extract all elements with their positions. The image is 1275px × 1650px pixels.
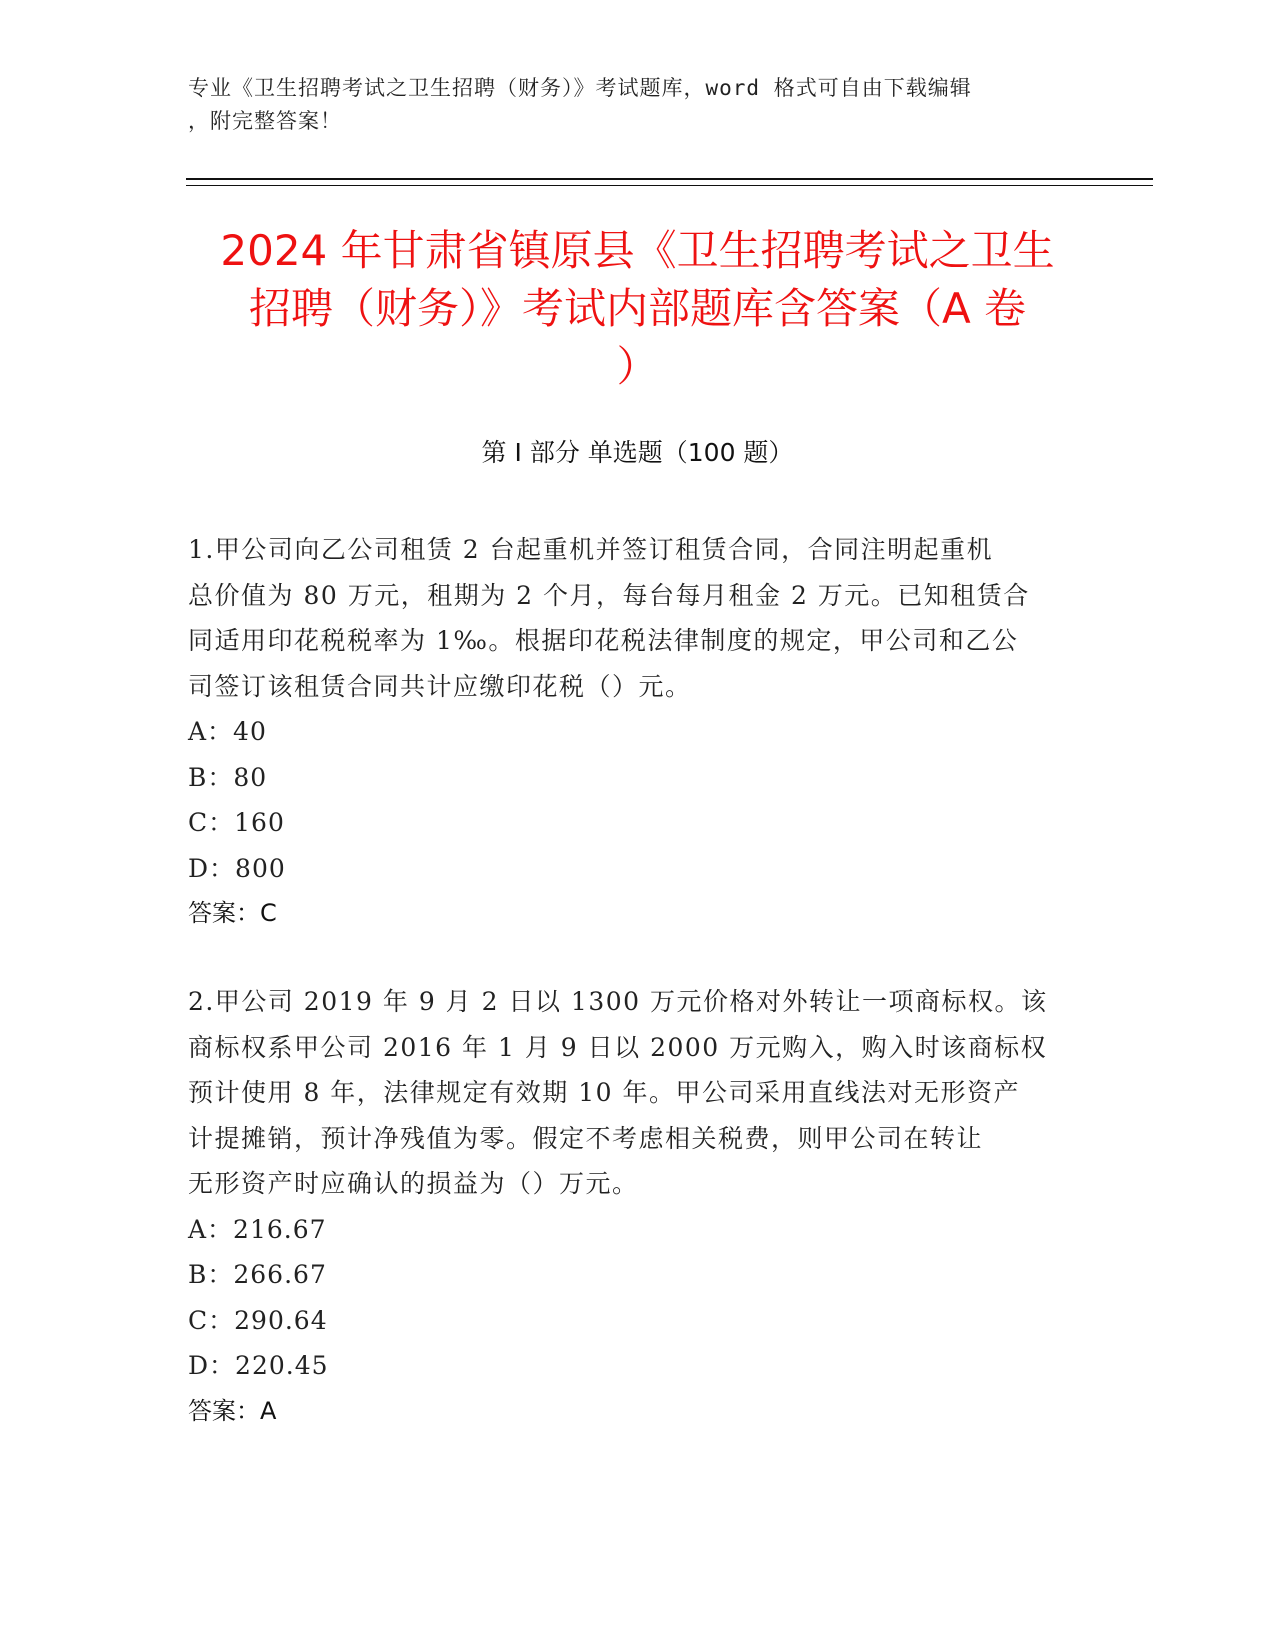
- question-2-stem-line: 计提摊销，预计净残值为零。假定不考虑相关税费，则甲公司在转让: [188, 1123, 984, 1153]
- section-heading: 第 I 部分 单选题（100 题）: [481, 438, 794, 467]
- question-1-stem-line: 1.甲公司向乙公司租赁 2 台起重机并签订租赁合同，合同注明起重机: [188, 535, 994, 564]
- question-2-option-c: C：290.64: [188, 1305, 328, 1335]
- document-title-line-3: ）: [616, 342, 659, 391]
- question-1-stem-line: 司签订该租赁合同共计应缴印花税（）元。: [188, 671, 692, 701]
- question-2-stem-line: 预计使用 8 年，法律规定有效期 10 年。甲公司采用直线法对无形资产: [188, 1078, 1021, 1107]
- question-1-stem: [188, 527, 1083, 709]
- document-title-line-2: 招聘（财务）》考试内部题库含答案（A 卷: [248, 284, 1027, 333]
- question-2-stem-line: 商标权系甲公司 2016 年 1 月 9 日以 2000 万元购入，购入时该商标权: [188, 1032, 1048, 1062]
- question-2-stem-line: 2.甲公司 2019 年 9 月 2 日以 1300 万元价格对外转让一项商标权。该: [188, 987, 1048, 1016]
- question-2-option-a: A：216.67: [188, 1214, 327, 1244]
- question-1-option-b: B：80: [188, 762, 268, 792]
- question-1-answer: 答案：C: [188, 899, 277, 927]
- question-1-stem-line: 总价值为 80 万元，租期为 2 个月，每台每月租金 2 万元。已知租赁合: [188, 580, 1030, 610]
- question-2-stem: [188, 979, 1083, 1207]
- question-1-option-d: D：800: [188, 853, 286, 883]
- header-divider-thick: [186, 178, 1153, 180]
- document-title: [150, 222, 1125, 396]
- question-1: [188, 527, 1083, 937]
- question-2-stem-line: 无形资产时应确认的损益为（）万元。: [188, 1169, 639, 1198]
- question-1-stem-line: 同适用印花税税率为 1‰。根据印花税法律制度的规定，甲公司和乙公: [188, 626, 1019, 655]
- document-title-line-1: 2024 年甘肃省镇原县《卫生招聘考试之卫生: [220, 226, 1055, 275]
- question-2-option-b: B：266.67: [188, 1260, 327, 1289]
- question-1-option-c: C：160: [188, 808, 285, 837]
- header-note-line-1: 专业《卫生招聘考试之卫生招聘（财务）》考试题库，word 格式可自由下载编辑: [188, 76, 972, 100]
- header-divider-thin: [186, 185, 1153, 186]
- question-2-answer: 答案：A: [188, 1396, 277, 1425]
- question-1-option-a: A：40: [188, 717, 267, 746]
- question-2: [188, 979, 1083, 1434]
- header-note: [188, 72, 1068, 138]
- question-2-option-d: D：220.45: [188, 1351, 329, 1380]
- header-note-line-2: ，附完整答案！: [188, 109, 342, 133]
